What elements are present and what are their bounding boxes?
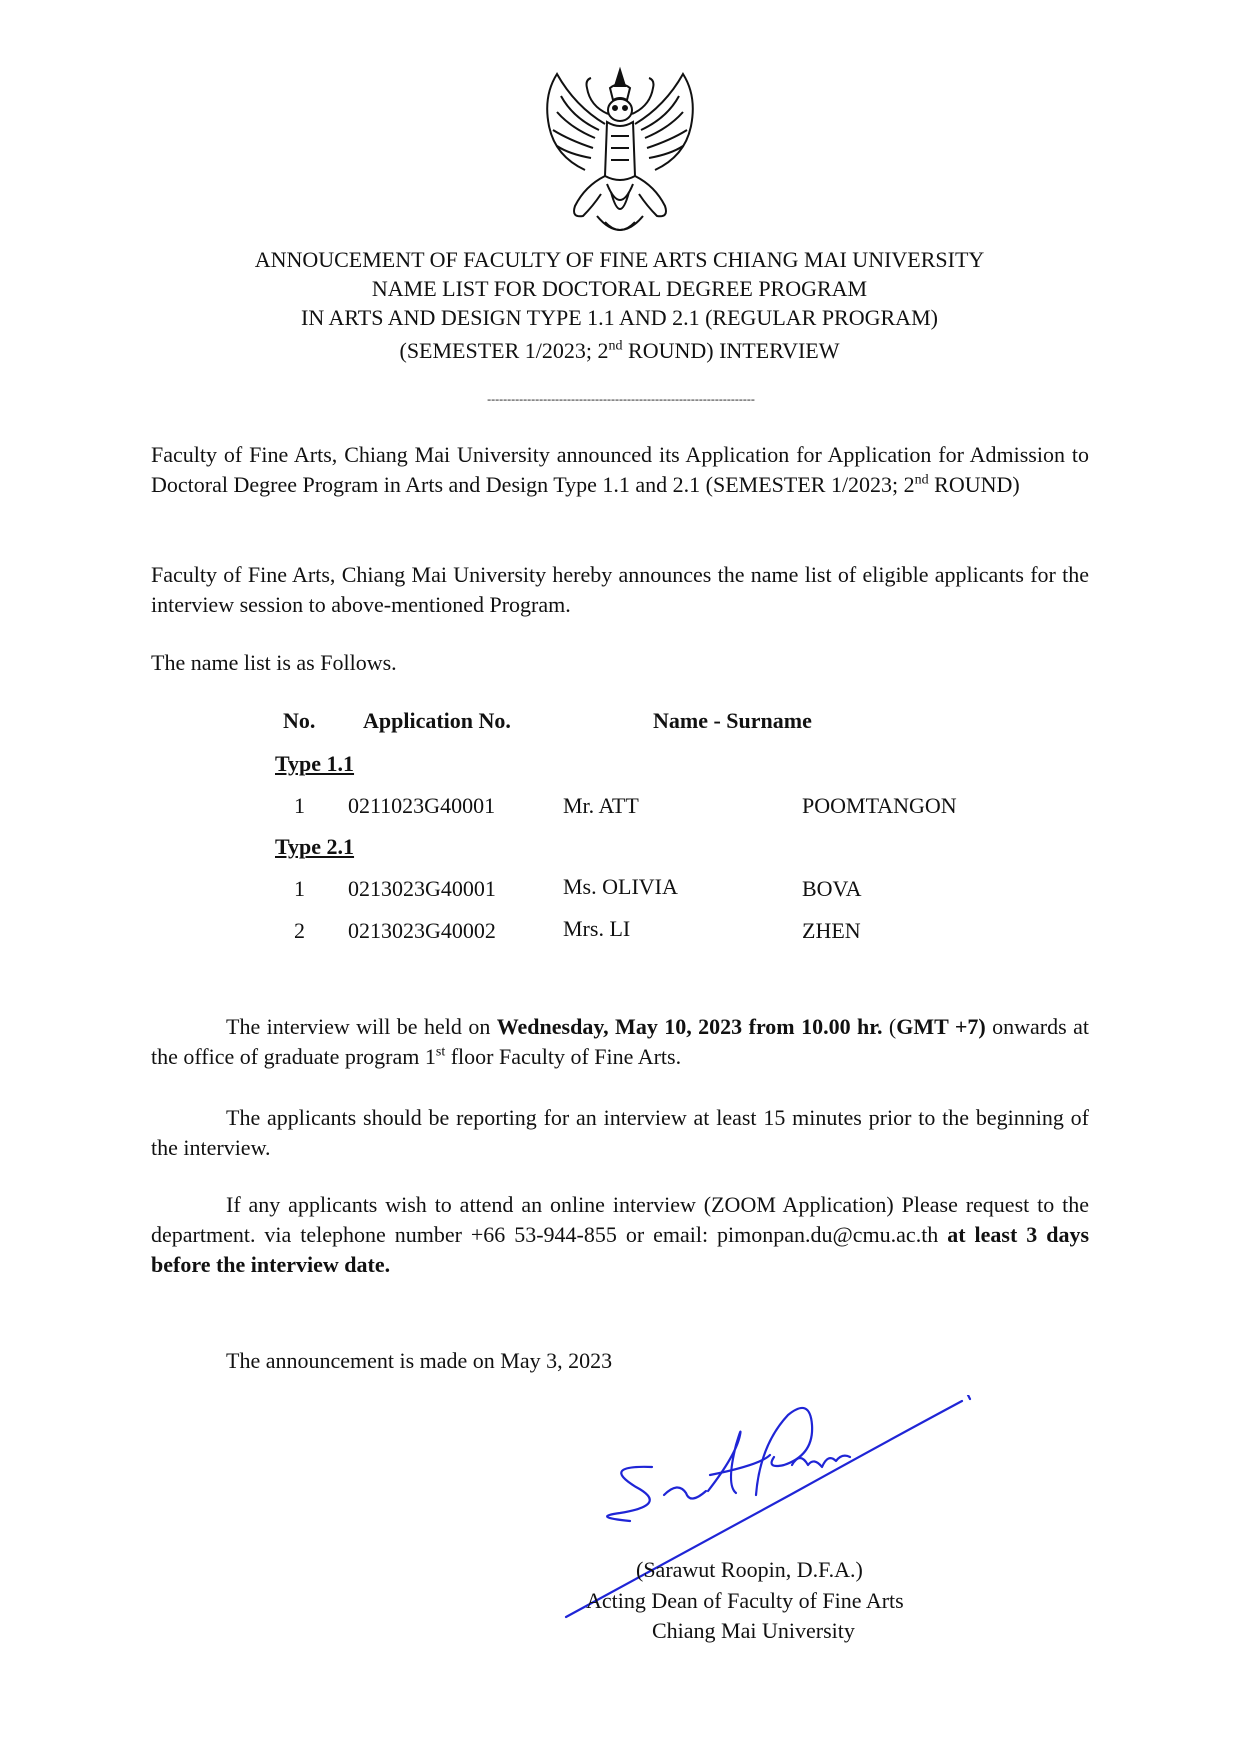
table-row-surname: POOMTANGON bbox=[802, 793, 957, 818]
group-label-type-1-1: Type 1.1 bbox=[275, 751, 355, 776]
table-row-no: 2 bbox=[294, 918, 305, 943]
intro-paragraph-3: The name list is as Follows. bbox=[151, 650, 397, 675]
group-label-type-2-1: Type 2.1 bbox=[275, 834, 355, 859]
interview-paragraph-2: The applicants should be reporting for an interview at least 15 minutes prior to the beginning of the interview. bbox=[151, 1105, 1089, 1160]
table-row-no: 1 bbox=[294, 793, 305, 818]
table-row-name: Ms. OLIVIA bbox=[563, 874, 678, 899]
signer-title: Acting Dean of Faculty of Fine Arts bbox=[586, 1588, 904, 1613]
interview-paragraph-3: If any applicants wish to attend an online interview (ZOOM Application) Please request to the department. via telephone number +66 53-944-855 or email: pimonpan.du@cmu.ac.th at least 3 days before the interview date. bbox=[151, 1192, 1090, 1277]
intro-paragraph-2: Faculty of Fine Arts, Chiang Mai University hereby announces the name list of eligible applicants for the interview session to above-mentioned Program. bbox=[151, 562, 1089, 617]
header-divider: ------------------------------------------------------------------- bbox=[487, 392, 755, 406]
table-row-name: Mrs. LI bbox=[563, 916, 631, 941]
column-header-no: No. bbox=[283, 708, 316, 733]
interview-paragraph-1: The interview will be held on Wednesday, May 10, 2023 from 10.00 hr. (GMT +7) onwards at the office of graduate program 1st floor Faculty of Fine Arts. bbox=[151, 1014, 1089, 1069]
signer-organization: Chiang Mai University bbox=[652, 1618, 855, 1643]
column-header-name-surname: Name - Surname bbox=[653, 708, 812, 733]
table-row-application-no: 0211023G40001 bbox=[348, 793, 496, 818]
table-row-name: Mr. ATT bbox=[563, 793, 639, 818]
announcement-date: The announcement is made on May 3, 2023 bbox=[226, 1348, 613, 1373]
announcement-semester-line: (SEMESTER 1/2023; 2nd ROUND) INTERVIEW bbox=[399, 338, 840, 363]
announcement-program-line: IN ARTS AND DESIGN TYPE 1.1 AND 2.1 (REGULAR PROGRAM) bbox=[301, 305, 938, 330]
table-row-no: 1 bbox=[294, 876, 305, 901]
announcement-subtitle: NAME LIST FOR DOCTORAL DEGREE PROGRAM bbox=[371, 276, 868, 301]
intro-paragraph-1: Faculty of Fine Arts, Chiang Mai University announced its Application for Application for Admission to Doctoral Degree Program in Arts and Design Type 1.1 and 2.1 (SEMESTER 1/2023; 2nd ROUND) bbox=[151, 442, 1089, 497]
column-header-application-no: Application No. bbox=[363, 708, 511, 733]
signer-name: (Sarawut Roopin, D.F.A.) bbox=[636, 1557, 863, 1582]
table-row-application-no: 0213023G40002 bbox=[348, 918, 496, 943]
table-row-surname: ZHEN bbox=[802, 918, 861, 943]
announcement-title: ANNOUCEMENT OF FACULTY OF FINE ARTS CHIANG MAI UNIVERSITY bbox=[254, 247, 985, 272]
garuda-emblem-icon bbox=[535, 66, 705, 244]
table-row-application-no: 0213023G40001 bbox=[348, 876, 496, 901]
table-row-surname: BOVA bbox=[802, 876, 862, 901]
